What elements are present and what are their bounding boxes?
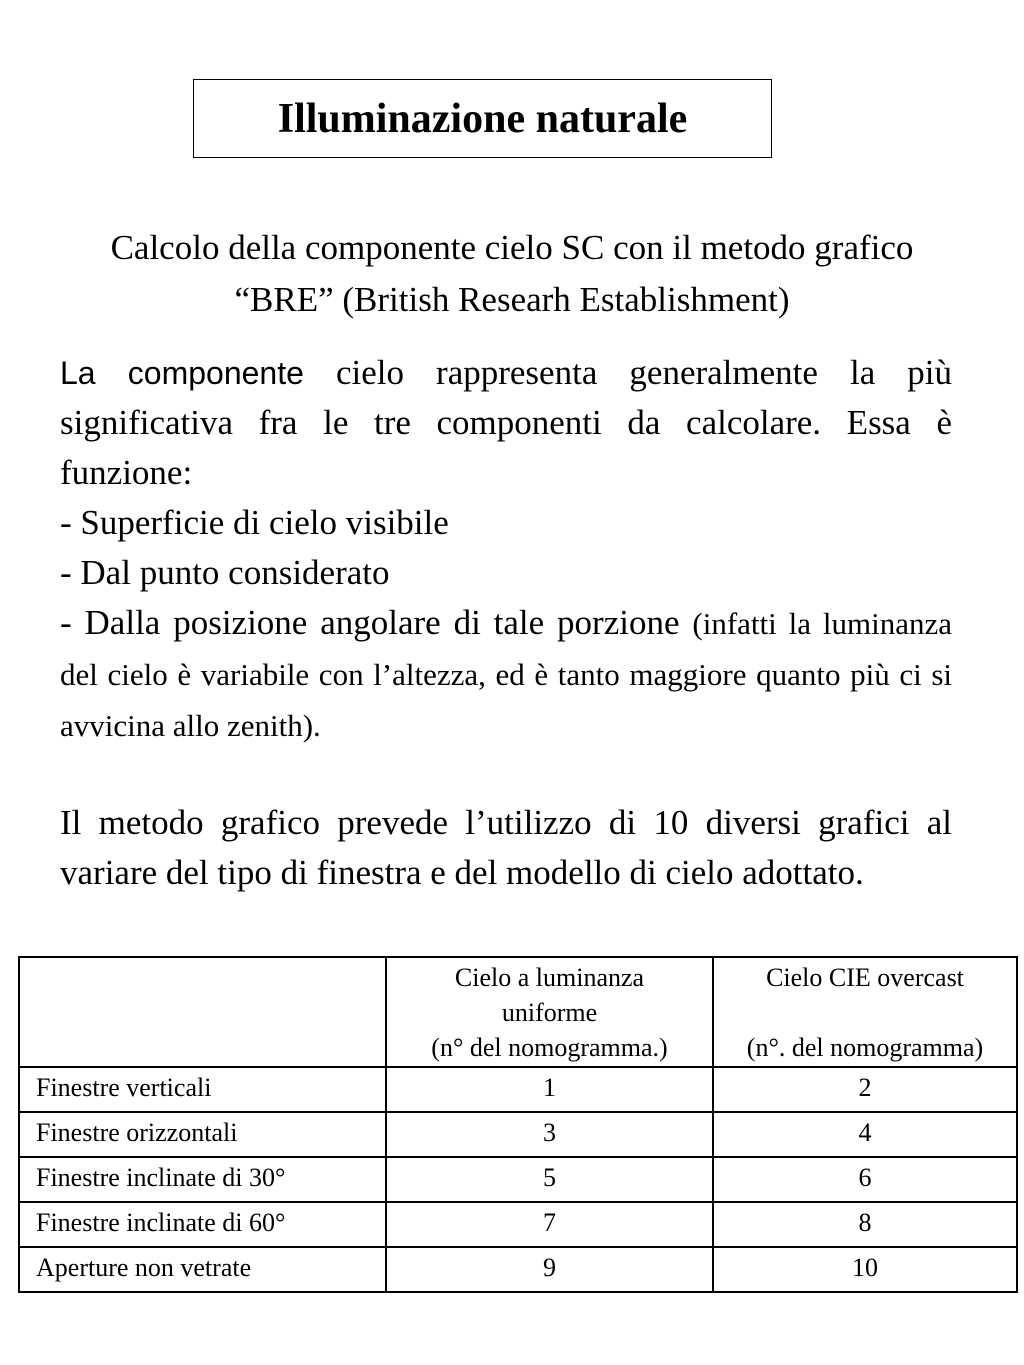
uniform-value: 3 (386, 1112, 713, 1157)
row-label: Aperture non vetrate (19, 1247, 386, 1292)
intro-text: cielo rappresenta generalmente la più significativa fra le tre componenti da calcolare. Essa è funzione: (60, 353, 953, 492)
bullet-3-text: - Dalla posizione angolare di tale porzione (60, 603, 693, 642)
subtitle-line-2: “BRE” (British Researh Establishment) (234, 280, 790, 319)
bullet-item: - Superficie di cielo visibile (60, 503, 449, 542)
table-row (19, 1112, 1017, 1157)
header-empty-cell (19, 957, 386, 1067)
overcast-value: 8 (713, 1202, 1017, 1247)
body-text (60, 348, 952, 898)
table-header-row (19, 957, 1017, 1067)
bullet-3-note: (infatti la luminanza del cielo è variabile con l’altezza, ed è tanto maggiore quanto più ci si avvicina allo zenith). (60, 606, 952, 743)
table-row (19, 1202, 1017, 1247)
header-overcast-line-1: Cielo CIE overcast (766, 963, 964, 992)
bullet-item: - Dal punto considerato (60, 553, 390, 592)
uniform-value: 5 (386, 1157, 713, 1202)
row-label: Finestre verticali (19, 1067, 386, 1112)
table-row (19, 1247, 1017, 1292)
paragraph-intro (60, 348, 952, 498)
table-row (19, 1067, 1017, 1112)
page-title-box (193, 79, 772, 158)
uniform-value: 9 (386, 1247, 713, 1292)
intro-lead: La componente (60, 355, 304, 391)
uniform-value: 7 (386, 1202, 713, 1247)
subtitle-line-1: Calcolo della componente cielo SC con il metodo grafico (110, 228, 914, 267)
header-uniform-line-3: (n° del nomogramma.) (431, 1033, 668, 1062)
overcast-value: 10 (713, 1247, 1017, 1292)
row-label: Finestre inclinate di 60° (19, 1202, 386, 1247)
overcast-value: 4 (713, 1112, 1017, 1157)
overcast-value: 6 (713, 1157, 1017, 1202)
header-uniform-sky (386, 957, 713, 1067)
table-row (19, 1157, 1017, 1202)
header-uniform-line-2: uniforme (501, 998, 598, 1027)
page-title: Illuminazione naturale (277, 95, 688, 142)
row-label: Finestre inclinate di 30° (19, 1157, 386, 1202)
nomogram-table (18, 956, 1018, 1293)
row-label: Finestre orizzontali (19, 1112, 386, 1157)
header-uniform-line-1: Cielo a luminanza (454, 963, 645, 992)
bullet-item-angular (60, 598, 952, 751)
header-overcast-line-3: (n°. del nomogramma) (746, 1033, 984, 1062)
uniform-value: 1 (386, 1067, 713, 1112)
subtitle (20, 222, 1004, 326)
paragraph-method: Il metodo grafico prevede l’utilizzo di 10 diversi grafici al variare del tipo di finestra e del modello di cielo adottato. (60, 803, 952, 892)
overcast-value: 2 (713, 1067, 1017, 1112)
header-overcast-sky (713, 957, 1017, 1067)
